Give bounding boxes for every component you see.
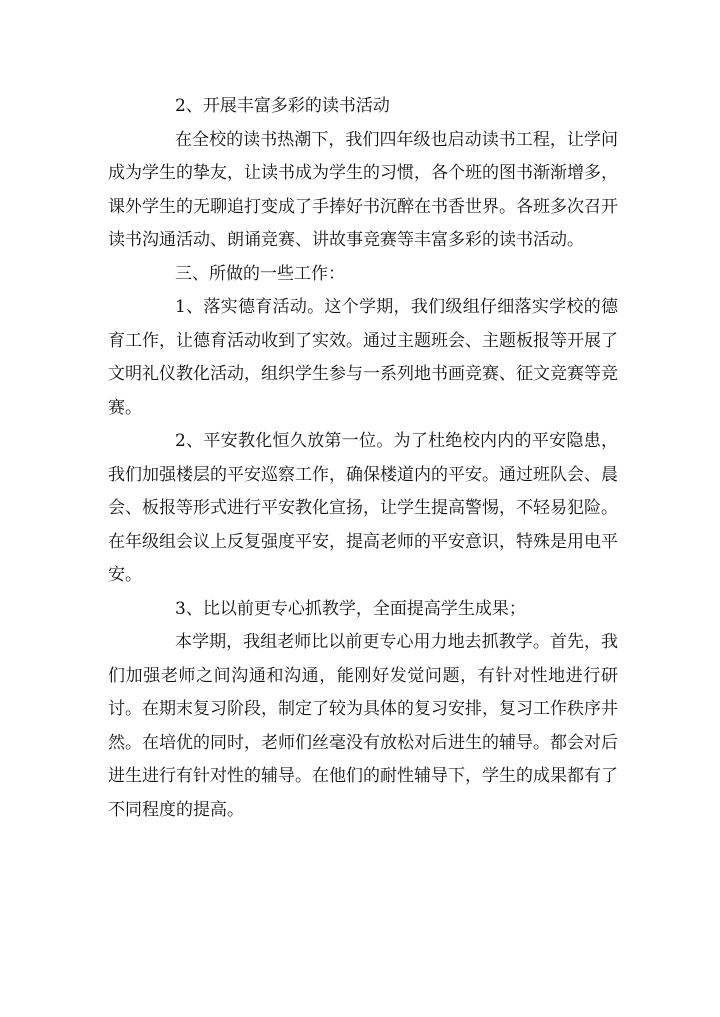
paragraph-moral-education: 1、落实德育活动。这个学期，我们级组仔细落实学校的德育工作，让德育活动收到了实效。通过主题班会、主题板报等开展了文明礼仪教化活动，组织学生参与一系列地书画竞赛、征文竞赛等竞赛。 bbox=[108, 297, 618, 418]
heading-reading-activities: 2、开展丰富多彩的读书活动 bbox=[175, 96, 390, 116]
paragraph-teaching-details: 本学期，我组老师比以前更专心用力地去抓教学。首先，我们加强老师之间沟通和沟通，能刚好发觉问题，有针对性地进行研讨。在期末复习阶段，制定了较为具体的复习安排，复习工作秩序井然。在培优的同时，老师们丝毫没有放松对后进生的辅导。都会对后进生进行有针对性的辅导。在他们的耐性辅导下，学生的成果都有了不同程度的提高。 bbox=[108, 632, 618, 820]
paragraph-safety-education: 2、平安教化恒久放第一位。为了杜绝校内内的平安隐患，我们加强楼层的平安巡察工作，确保楼道内的平安。通过班队会、晨会、板报等形式进行平安教化宣扬，让学生提高警惕，不轻易犯险。在年级组会议上反复强度平安，提高老师的平安意识，特殊是用电平安。 bbox=[108, 431, 618, 585]
heading-work-done: 三、所做的一些工作： bbox=[175, 263, 345, 284]
paragraph-reading-program: 在全校的读书热潮下，我们四年级也启动读书工程，让学问成为学生的挚友，让读书成为学生的习惯，各个班的图书渐渐增多，课外学生的无聊追打变成了手捧好书沉醉在书香世界。各班多次召开读书沟通活动、朗诵竞赛、讲故事竞赛等丰富多彩的读书活动。 bbox=[108, 129, 618, 250]
heading-teaching-focus: 3、比以前更专心抓教学，全面提高学生成果； bbox=[175, 598, 526, 619]
document-body bbox=[108, 90, 618, 827]
